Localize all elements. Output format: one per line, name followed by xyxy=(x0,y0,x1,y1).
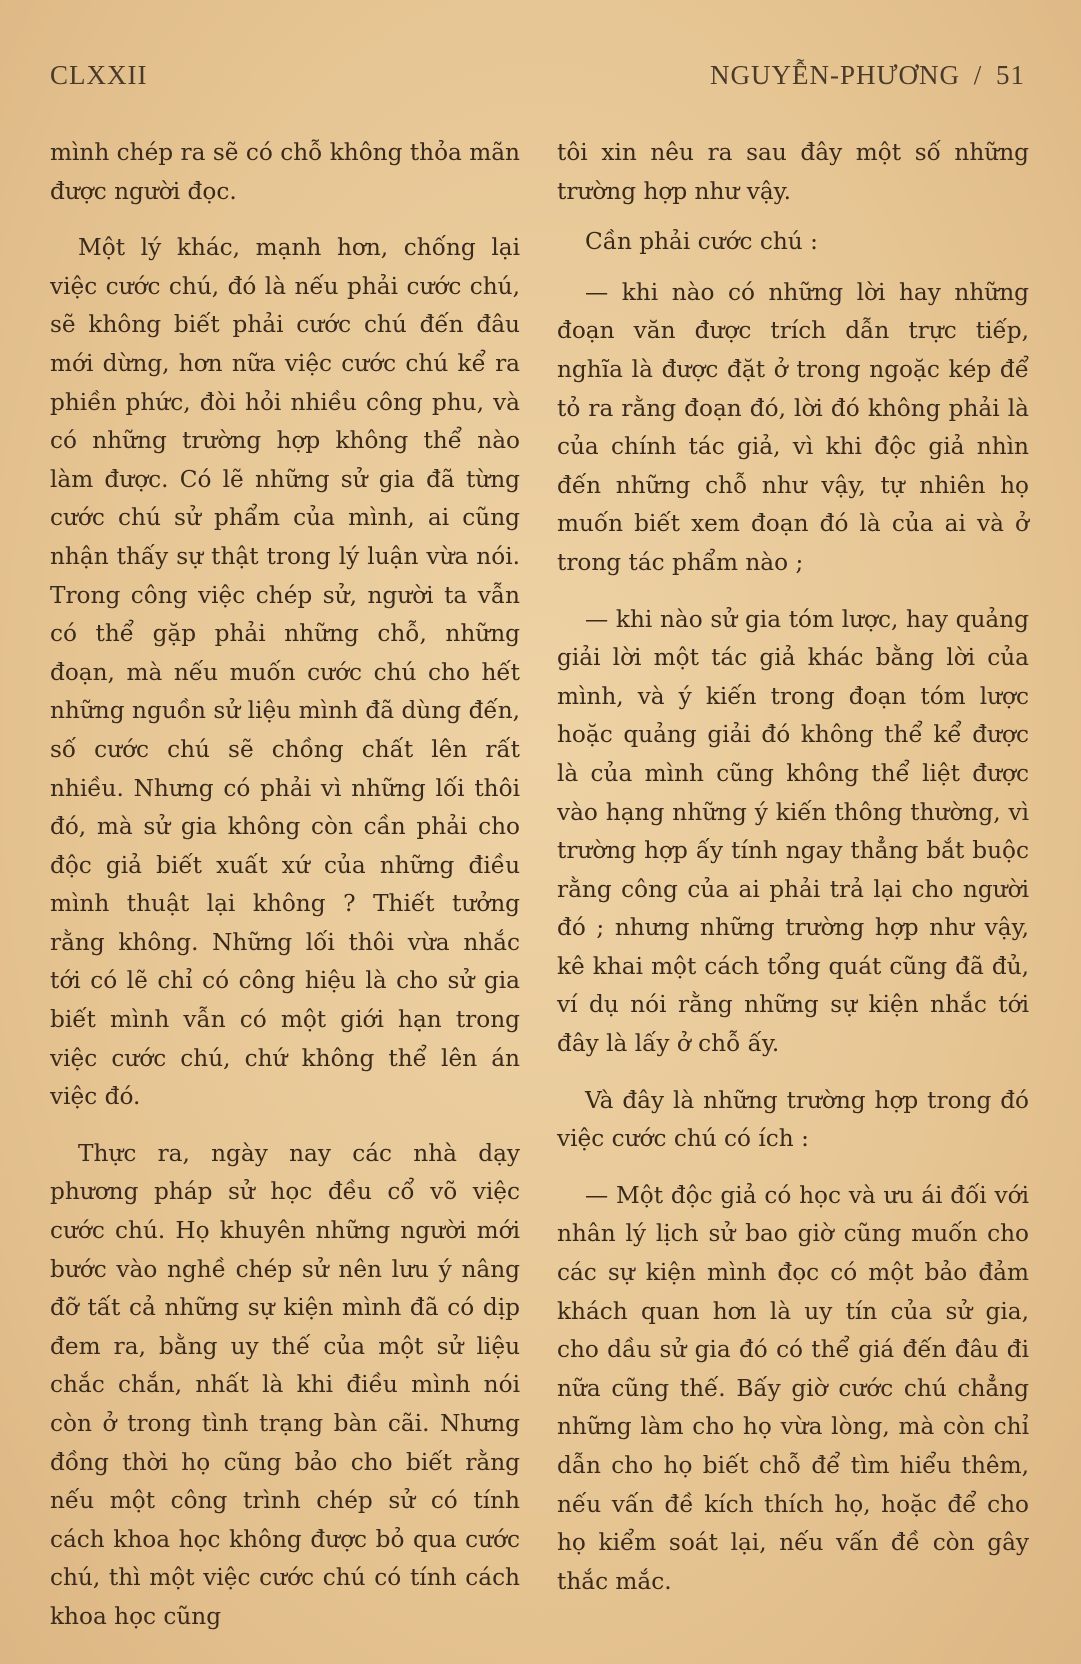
paragraph: — khi nào sử gia tóm lược, hay quảng giải lời một tác giả khác bằng lời của mình, và ý kiến trong đoạn tóm lược hoặc quảng giải đó không thể kể được là của mình cũng không thể liệt được vào hạng những ý kiến thông thường, vì trường hợp ấy tính ngay thẳng bắt buộc rằng công của ai phải trả lại cho người đó ; nhưng những trường hợp như vậy, kê khai một cách tổng quát cũng đã đủ, ví dụ nói rằng những sự kiện nhắc tới đây là lấy ở chỗ ấy. xyxy=(557,605,1029,1058)
page-header xyxy=(50,60,1025,100)
author-name: NGUYỄN-PHƯƠNG xyxy=(710,60,960,90)
left-column xyxy=(50,134,520,1637)
paragraph: — Một độc giả có học và ưu ái đối với nhân lý lịch sử bao giờ cũng muốn cho các sự kiện mình đọc có một bảo đảm khách quan hơn là uy tín của sử gia, cho dầu sử gia đó có thể giá đến đâu đi nữa cũng thế. Bấy giờ cước chú chẳng những làm cho họ vừa lòng, mà còn chỉ dẫn cho họ biết chỗ để tìm hiểu thêm, nếu vấn đề kích thích họ, hoặc để cho họ kiểm soát lại, nếu vấn đề còn gây thắc mắc. xyxy=(557,1181,1029,1595)
running-title xyxy=(704,60,1025,91)
paragraph: Một lý khác, mạnh hơn, chống lại việc cước chú, đó là nếu phải cước chú, sẽ không biết phải cước chú đến đâu mới dừng, hơn nữa việc cước chú kể ra phiền phức, đòi hỏi nhiều công phu, và có những trường hợp không thể nào làm được. Có lẽ những sử gia đã từng cước chú sử phẩm của mình, ai cũng nhận thấy sự thật trong lý luận vừa nói. Trong công việc chép sử, người ta vẫn có thể gặp phải những chỗ, những đoạn, mà nếu muốn cước chú cho hết những nguồn sử liệu mình đã dùng đến, số cước chú sẽ chồng chất lên rất nhiều. Nhưng có phải vì những lối thôi đó, mà sử gia không còn cần phải cho độc giả biết xuất xứ của những điều mình thuật lại không ? Thiết tưởng rằng không. Những lối thôi vừa nhắc tới có lẽ chỉ có công hiệu là cho sử gia biết mình vẫn có một giới hạn trong việc cước chú, chứ không thể lên án việc đó. xyxy=(50,234,520,1111)
paragraph: tôi xin nêu ra sau đây một số những trường hợp như vậy. xyxy=(557,139,1029,205)
paragraph: Và đây là những trường hợp trong đó việc cước chú có ích : xyxy=(557,1086,1029,1153)
header-separator: / xyxy=(973,60,983,90)
paragraph: mình chép ra sẽ có chỗ không thỏa mãn được người đọc. xyxy=(50,139,520,205)
right-column xyxy=(557,134,1029,1601)
page-number: 51 xyxy=(996,60,1025,90)
paragraph: — khi nào có những lời hay những đoạn văn được trích dẫn trực tiếp, nghĩa là được đặt ở trong ngoặc kép để tỏ ra rằng đoạn đó, lời đó không phải là của chính tác giả, vì khi độc giả nhìn đến những chỗ như vậy, tự nhiên họ muốn biết xem đoạn đó là của ai và ở trong tác phẩm nào ; xyxy=(557,278,1029,576)
chapter-number: CLXXII xyxy=(50,60,148,90)
paragraph: Cần phải cước chú : xyxy=(585,228,818,256)
paragraph: Thực ra, ngày nay các nhà dạy phương pháp sử học đều cổ võ việc cước chú. Họ khuyên những người mới bước vào nghề chép sử nên lưu ý nâng đỡ tất cả những sự kiện mình đã có dịp đem ra, bằng uy thế của một sử liệu chắc chắn, nhất là khi điều mình nói còn ở trong tình trạng bàn cãi. Nhưng đồng thời họ cũng bảo cho biết rằng nếu một công trình chép sử có tính cách khoa học không được bỏ qua cước chú, thì một việc cước chú có tính cách khoa học cũng xyxy=(50,1139,520,1630)
